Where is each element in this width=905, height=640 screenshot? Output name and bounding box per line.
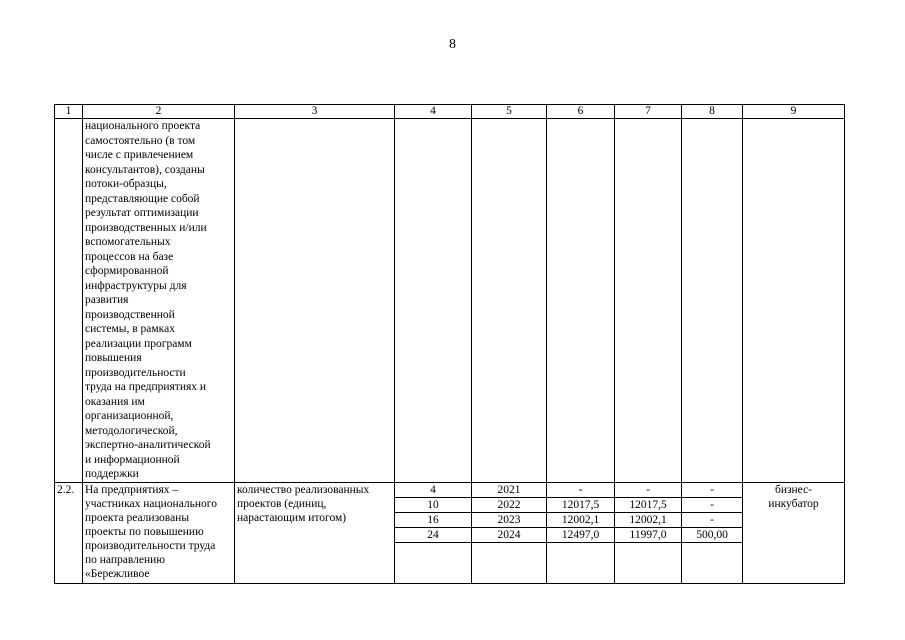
- value-cell: 500,00: [682, 527, 743, 542]
- text-line: проекта реализованы: [85, 511, 190, 524]
- year-cell: 2024: [472, 527, 547, 542]
- text-line: производственной: [85, 308, 175, 321]
- empty-cell: [472, 119, 547, 483]
- empty-cell: [547, 542, 615, 583]
- empty-cell: [682, 119, 743, 483]
- text-line: системы, в рамках: [85, 323, 175, 335]
- value-cell: 10: [395, 497, 472, 512]
- header-row: [55, 105, 845, 119]
- empty-cell: [547, 119, 615, 483]
- text-line: бизнес-: [774, 483, 813, 496]
- value-cell: 12017,5: [547, 497, 615, 512]
- text-line: проектов (единиц,: [237, 497, 327, 510]
- header-cell: 2: [83, 105, 235, 119]
- text-line: национального проекта: [85, 120, 201, 132]
- text-line: самостоятельно (в том: [85, 134, 196, 147]
- text-line: представляющие собой: [85, 192, 200, 205]
- empty-cell: [235, 119, 395, 483]
- header-cell: 8: [682, 105, 743, 119]
- value-cell: 12002,1: [547, 512, 615, 527]
- text-line: инкубатор: [768, 497, 819, 510]
- value-cell: 12002,1: [615, 512, 682, 527]
- indicator-cell: [235, 482, 395, 583]
- text-line: потоки-образцы,: [85, 178, 167, 190]
- text-line: поддержки: [85, 468, 139, 480]
- year-cell: 2023: [472, 512, 547, 527]
- text-line: производственных и/или: [85, 221, 207, 234]
- table-row-2-2: [55, 482, 845, 497]
- continued-description-cell: [83, 119, 235, 483]
- value-cell: -: [682, 482, 743, 497]
- row-number-cell: 2.2.: [55, 482, 83, 583]
- executor-cell: [743, 482, 845, 583]
- text-line: консультантов), созданы: [85, 163, 205, 176]
- value-cell: -: [615, 482, 682, 497]
- value-cell: -: [547, 482, 615, 497]
- text-line: количество реализованных: [237, 483, 370, 496]
- text-line: повышения: [85, 352, 142, 364]
- text-line: по направлению: [85, 553, 165, 566]
- header-cell: 5: [472, 105, 547, 119]
- value-cell: -: [682, 512, 743, 527]
- text-line: результат оптимизации: [85, 207, 199, 219]
- text-line: На предприятиях –: [85, 483, 179, 496]
- text-line: развития: [85, 294, 129, 306]
- text-line: труда на предприятиях и: [85, 381, 207, 393]
- text-line: сформированной: [85, 265, 169, 277]
- text-line: нарастающим итогом): [237, 511, 347, 524]
- text-line: инфраструктуры для: [85, 279, 187, 292]
- table-row-continued: [55, 119, 845, 483]
- header-cell: 3: [235, 105, 395, 119]
- year-cell: 2022: [472, 497, 547, 512]
- empty-cell: [615, 542, 682, 583]
- value-cell: 12017,5: [615, 497, 682, 512]
- text-line: оказания им: [85, 395, 145, 408]
- year-cell: 2021: [472, 482, 547, 497]
- results-table: [54, 104, 845, 584]
- header-cell: 9: [743, 105, 845, 119]
- text-line: организационной,: [85, 410, 174, 422]
- empty-cell: [472, 542, 547, 583]
- value-cell: 16: [395, 512, 472, 527]
- text-line: проекты по повышению: [85, 525, 204, 538]
- text-line: реализации программ: [85, 337, 192, 350]
- text-line: «Бережливое: [85, 567, 150, 580]
- empty-cell: [743, 119, 845, 483]
- text-line: вспомогательных: [85, 236, 171, 248]
- page-number: 8: [449, 37, 456, 52]
- text-line: экспертно-аналитической: [85, 439, 211, 451]
- value-cell: 12497,0: [547, 527, 615, 542]
- empty-cell: [395, 542, 472, 583]
- empty-cell: [615, 119, 682, 483]
- value-cell: -: [682, 497, 743, 512]
- description-cell: [83, 482, 235, 583]
- text-line: процессов на базе: [85, 250, 174, 263]
- header-cell: 6: [547, 105, 615, 119]
- header-cell: 1: [55, 105, 83, 119]
- text-line: методологической,: [85, 424, 178, 437]
- text-line: производительности: [85, 366, 186, 379]
- value-cell: 11997,0: [615, 527, 682, 542]
- header-cell: 4: [395, 105, 472, 119]
- value-cell: 4: [395, 482, 472, 497]
- header-cell: 7: [615, 105, 682, 119]
- empty-cell: [682, 542, 743, 583]
- text-line: и информационной: [85, 453, 180, 466]
- row-number-cell: [55, 119, 83, 483]
- text-line: участниках национального: [85, 497, 217, 510]
- text-line: числе с привлечением: [85, 149, 194, 161]
- value-cell: 24: [395, 527, 472, 542]
- text-line: производительности труда: [85, 539, 216, 552]
- empty-cell: [395, 119, 472, 483]
